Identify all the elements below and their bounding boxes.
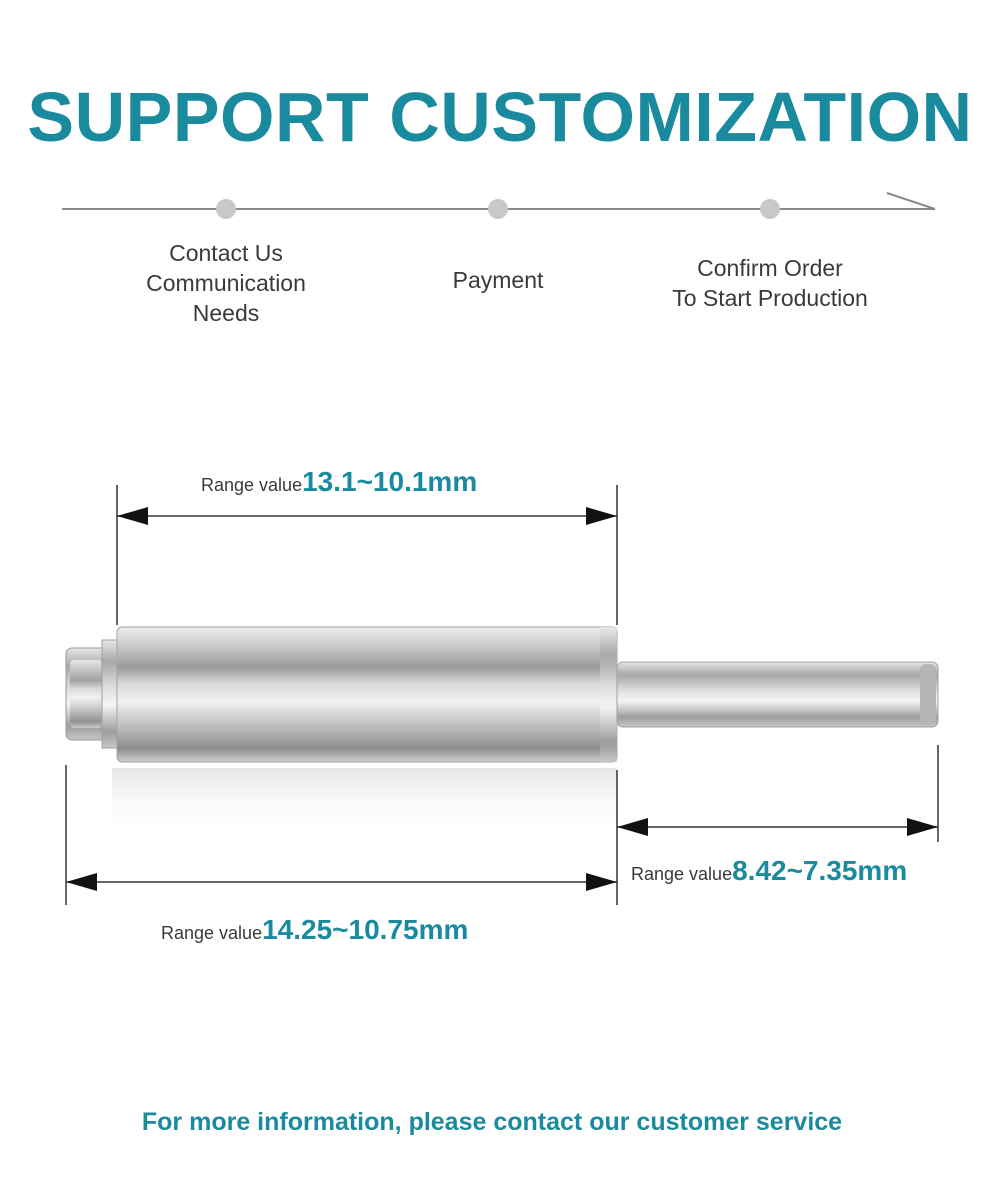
- page-title: SUPPORT CUSTOMIZATION: [27, 78, 973, 156]
- step-label-confirm: Confirm Order To Start Production: [672, 255, 868, 311]
- contact-footer: For more information, please contact our customer service: [141, 1108, 843, 1136]
- step-dot-1: [216, 199, 236, 219]
- pin-barrel: [117, 627, 617, 762]
- pin-plunger: [617, 662, 938, 727]
- step-label-payment: Payment: [452, 267, 544, 293]
- dimension-label-top: Range value13.1~10.1mm: [201, 466, 478, 497]
- process-timeline: [0, 180, 1000, 240]
- dimension-label-bottom-right: Range value8.42~7.35mm: [631, 855, 908, 886]
- dimension-label-bottom-left: Range value14.25~10.75mm: [161, 914, 469, 945]
- step-label-contact: Contact Us Communication Needs: [146, 240, 306, 326]
- step-dot-3: [760, 199, 780, 219]
- step-dot-2: [488, 199, 508, 219]
